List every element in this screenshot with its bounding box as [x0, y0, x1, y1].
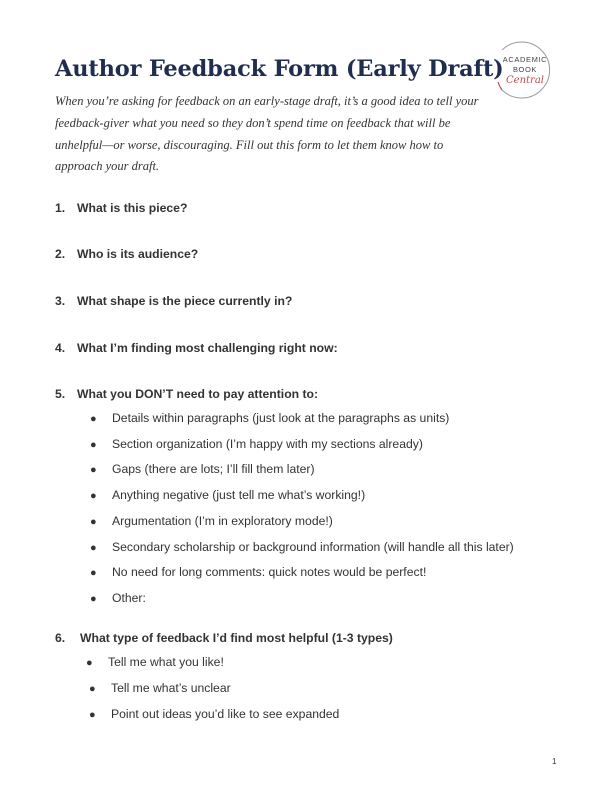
list-item — [90, 540, 514, 554]
question-text: What is this piece? — [77, 201, 188, 215]
list-item — [90, 437, 423, 451]
question-text: What you DON’T need to pay attention to: — [77, 387, 319, 401]
list-item — [90, 591, 146, 605]
question-number: 4. — [55, 341, 66, 355]
list-item — [90, 514, 333, 528]
list-item-text: Secondary scholarship or background information (will handle all this later) — [112, 540, 514, 554]
list-item-text: Point out ideas you’d like to see expanded — [111, 707, 340, 721]
bullet-icon: ● — [90, 516, 97, 528]
bullet-icon: ● — [86, 657, 93, 669]
question-5 — [55, 387, 318, 401]
list-item-text: Anything negative (just tell me what’s working!) — [112, 488, 366, 502]
logo-script: Central — [506, 75, 544, 86]
list-item-text: Section organization (I’m happy with my sections already) — [112, 437, 423, 451]
intro-paragraph: When you’re asking for feedback on an early-stage draft, it’s a good idea to tell your feedback-giver what you need so they don’t spend time on feedback that will be unhelpful—or worse, discouraging. Fill out this form to let them know how to approach your draft. — [55, 94, 479, 174]
bullet-icon: ● — [90, 542, 97, 554]
academic-book-central-logo — [490, 36, 560, 102]
question-text: What type of feedback I’d find most helpful (1-3 types) — [80, 631, 393, 645]
question-1 — [55, 201, 187, 215]
question-text: What shape is the piece currently in? — [77, 294, 293, 308]
list-item-text: Argumentation (I’m in exploratory mode!) — [112, 514, 333, 528]
question-6 — [55, 631, 393, 645]
bullet-icon: ● — [90, 593, 97, 605]
list-item-text: Tell me what’s unclear — [111, 681, 231, 695]
list-item — [89, 681, 231, 695]
bullet-icon: ● — [90, 567, 97, 579]
page-number: 1 — [552, 757, 557, 766]
list-item-text: Details within paragraphs (just look at the paragraphs as units) — [112, 411, 450, 425]
question-number: 1. — [55, 201, 66, 215]
bullet-icon: ● — [90, 439, 97, 451]
list-item — [86, 655, 224, 669]
list-item — [90, 488, 365, 502]
list-item — [90, 411, 449, 425]
question-number: 5. — [55, 387, 66, 401]
question-number: 6. — [55, 631, 66, 645]
question-4 — [55, 341, 338, 355]
list-item — [90, 565, 426, 579]
question-number: 3. — [55, 294, 66, 308]
bullet-icon: ● — [90, 464, 97, 476]
question-3 — [55, 294, 292, 308]
bullet-icon: ● — [90, 490, 97, 502]
question-text: What I’m finding most challenging right now: — [77, 341, 338, 355]
logo-line-2: BOOK — [512, 65, 538, 74]
logo-line-1: ACADEMIC — [502, 55, 548, 64]
page-title: Author Feedback Form (Early Draft) — [55, 56, 504, 82]
bullet-icon: ● — [89, 683, 96, 695]
list-item — [90, 462, 315, 476]
list-item-text: Tell me what you like! — [108, 655, 224, 669]
list-item-text: Other: — [112, 591, 146, 605]
list-item-text: No need for long comments: quick notes would be perfect! — [112, 565, 427, 579]
list-item-text: Gaps (there are lots; I’ll fill them later) — [112, 462, 315, 476]
question-2 — [55, 247, 198, 261]
list-item — [89, 707, 339, 721]
question-text: Who is its audience? — [77, 247, 199, 261]
bullet-icon: ● — [90, 413, 97, 425]
question-number: 2. — [55, 247, 66, 261]
bullet-icon: ● — [89, 709, 96, 721]
